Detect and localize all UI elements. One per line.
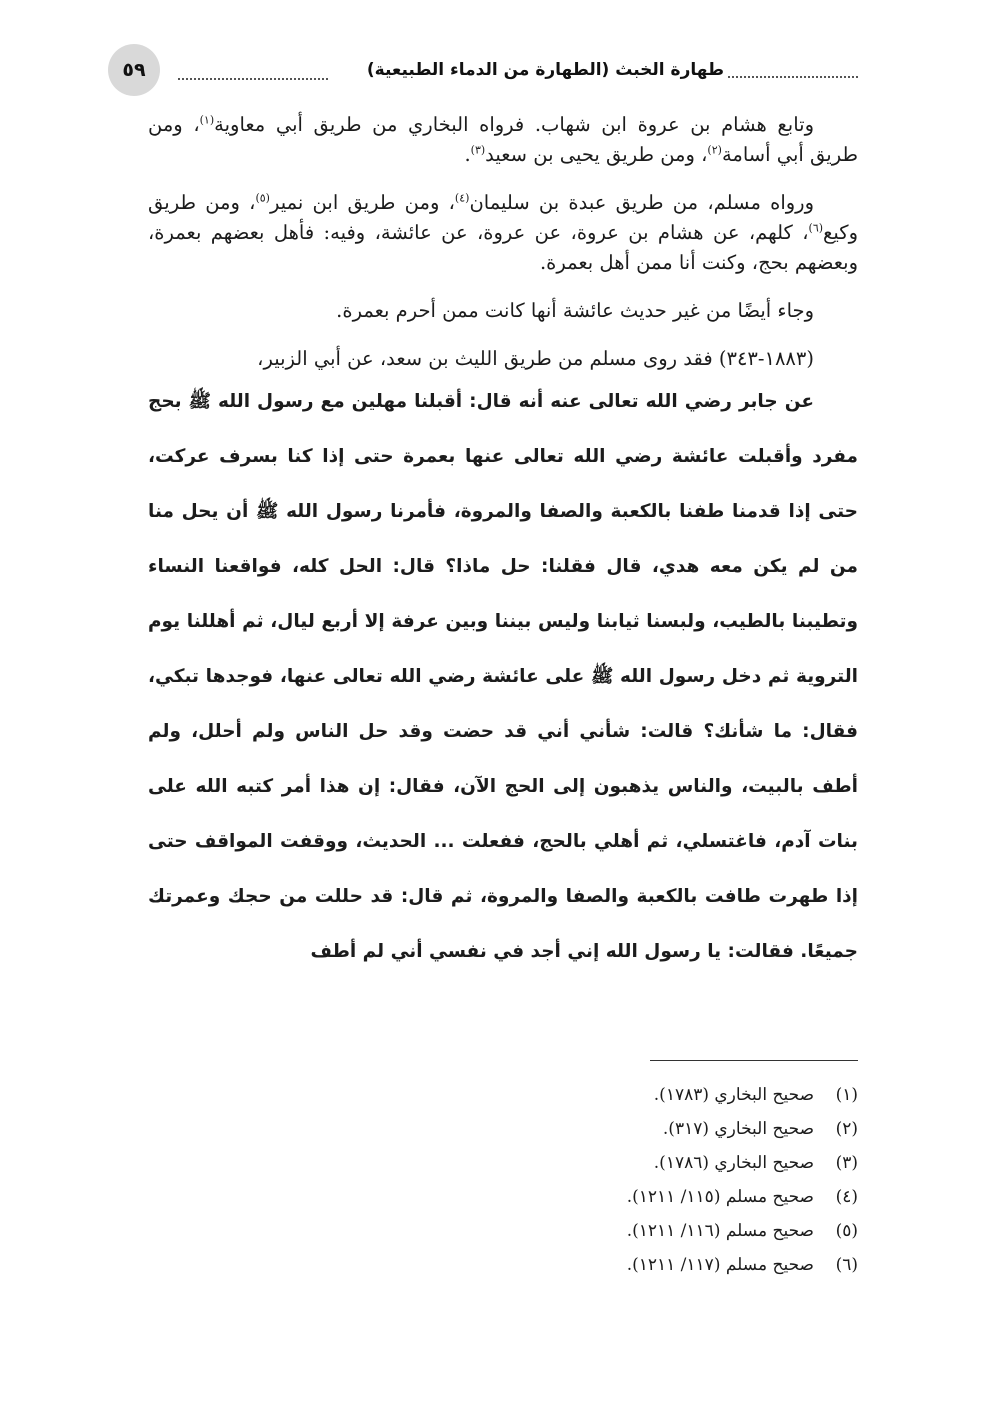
footnote-3: (٣) صحيح البخاري (١٧٨٦). (653, 1153, 858, 1173)
footnote-1: (١) صحيح البخاري (١٧٨٣). (653, 1085, 858, 1105)
header-dot-leader-right (728, 62, 858, 78)
footnote-2: (٢) صحيح البخاري (٣١٧). (662, 1119, 858, 1139)
paragraph-4-hadith-number: (١٨٨٣-٣٤٣) فقد روى مسلم من طريق الليث بن سعد، عن أبي الزبير، (257, 347, 814, 370)
footnotes (148, 1078, 858, 1282)
running-header (367, 54, 858, 86)
main-text (148, 110, 858, 997)
page-number-badge (108, 44, 160, 96)
footnote-6: (٦) صحيح مسلم (١١٧/ ١٢١١). (626, 1255, 858, 1275)
footnote-5: (٥) صحيح مسلم (١١٦/ ١٢١١). (626, 1221, 858, 1241)
paragraph-3: وجاء أيضًا من غير حديث عائشة أنها كانت ممن أحرم بعمرة. (336, 299, 814, 322)
running-header-title: طهارة الخبث (الطهارة من الدماء الطبيعية) (366, 60, 724, 80)
footnote-ref-2[interactable]: (٢) (707, 143, 722, 157)
paragraph-2: ورواه مسلم، من طريق عبدة بن سليمان$^{(٤)}$، ومن طريق ابن نمير$^{(٥)}$، ومن طريق وكيع$^{(٦)}$، كلهم، عن هشام بن عروة، عن عروة، عن عائشة، وفيه: فأهل بعضهم بعمرة، وبعضهم بحج، وكنت أنا ممن أهل بعمرة. (148, 191, 858, 274)
paragraph-1: وتابع هشام بن عروة ابن شهاب. فرواه البخاري من طريق أبي معاوية$^{(١)}$، ومن طريق أبي أسامة$^{(٢)}$، ومن طريق يحيى بن سعيد$^{(٣)}$. (148, 113, 858, 166)
footnote-ref-4[interactable]: (٤) (454, 191, 470, 205)
footnote-ref-3[interactable]: (٣) (470, 143, 486, 157)
footnote-ref-1[interactable]: (١) (199, 113, 215, 127)
footnote-separator (650, 1060, 858, 1061)
footnote-ref-5[interactable]: (٥) (255, 191, 270, 205)
footnote-4: (٤) صحيح مسلم (١١٥/ ١٢١١). (626, 1187, 858, 1207)
hadith-text: عن جابر رضي الله تعالى عنه أنه قال: أقبلنا مهلين مع رسول الله ﷺ بحج مفرد وأقبلت عائشة رضي الله تعالى عنها بعمرة حتى إذا كنا بسرف عركت، حتى إذا قدمنا طفنا بالكعبة والصفا والمروة، فأمرنا رسول الله ﷺ أن يحل منا من لم يكن معه هدي، قال فقلنا: حل ماذا؟ قال: الحل كله، فواقعنا النساء وتطيبنا بالطيب، ولبسنا ثيابنا وليس بيننا وبين عرفة إلا أربع ليال، ثم أهللنا يوم التروية ثم دخل رسول الله ﷺ على عائشة رضي الله تعالى عنها، فوجدها تبكي، فقال: ما شأنك؟ قالت: شأني أني قد حضت وقد حل الناس ولم أحلل، ولم أطف بالبيت، والناس يذهبون إلى الحج الآن، فقال: إن هذا أمر كتبه الله على بنات آدم، فاغتسلي، ثم أهلي بالحج، ففعلت ... الحديث، ووقفت المواقف حتى إذا طهرت طافت بالكعبة والصفا والمروة، ثم قال: قد حللت من حجك وعمرتك جميعًا. فقالت: يا رسول الله إني أجد في نفسي أني لم أطف (148, 391, 858, 962)
header-dot-leader (178, 58, 328, 80)
page-number: ٥٩ (122, 59, 146, 81)
footnote-ref-6[interactable]: (٦) (808, 221, 824, 235)
